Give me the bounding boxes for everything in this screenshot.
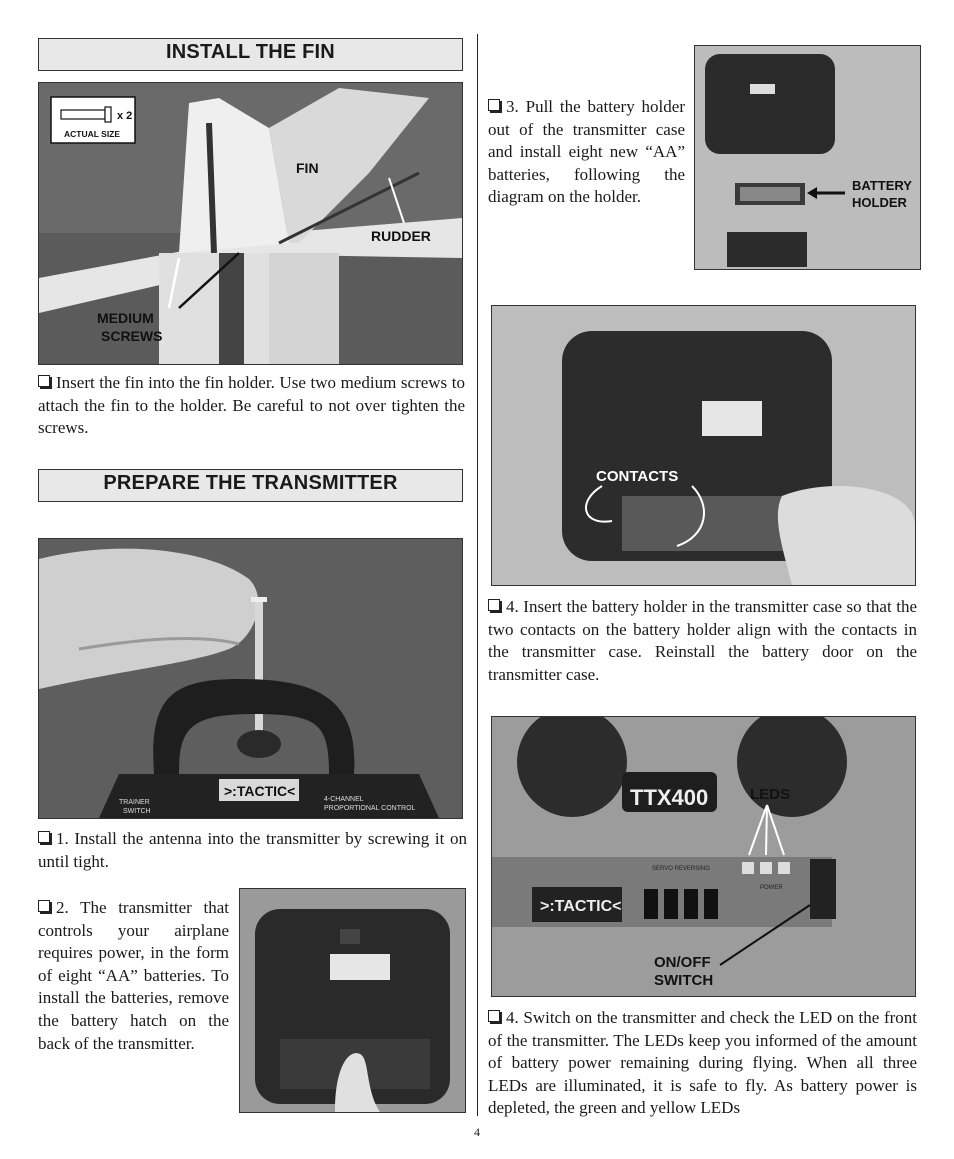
step1-text: 1. Install the antenna into the transmitter by screwing it on until tight. — [38, 829, 467, 871]
front-panel-photo — [491, 716, 916, 997]
step4b-instructions — [488, 1007, 917, 1120]
checkbox-icon[interactable] — [38, 375, 50, 387]
servo-reversing-label: SERVO REVERSING — [652, 866, 710, 872]
model-label: TTX400 — [630, 785, 709, 810]
switch-label-2: SWITCH — [654, 972, 714, 989]
antenna-photo — [38, 538, 463, 819]
checkbox-icon[interactable] — [488, 99, 500, 111]
column-divider — [477, 34, 478, 1116]
leds-label: LEDS — [750, 786, 791, 803]
fin-step-text: Insert the fin into the fin holder. Use two medium screws to attach the fin to the holder. Be careful to not over tighten the screws. — [38, 373, 465, 438]
channel-label-2: PROPORTIONAL CONTROL — [324, 805, 416, 812]
step2-text: 2. The transmitter that controls your airplane requires power, in the form of eight “AA” batteries. To install the batteries, remove the battery hatch on the back of the transmitter. — [38, 898, 229, 1053]
step3-instructions — [488, 96, 685, 209]
step1-instructions — [38, 828, 467, 873]
checkbox-icon[interactable] — [488, 599, 500, 611]
step3-text: 3. Pull the battery holder out of the transmitter case and install eight new “AA” batteries, following the diagram on the holder. — [488, 97, 685, 207]
trainer-label-1: TRAINER — [119, 799, 150, 806]
step4a-instructions — [488, 596, 917, 686]
step4b-text: 4. Switch on the transmitter and check the LED on the front of the transmitter. The LEDs keep you informed of the amount of battery power remaining during flying. When all three LEDs are illuminated, it is safe to fly. As battery power is depleted, the green and yellow LEDs — [488, 1008, 917, 1118]
battery-label-2: HOLDER — [852, 195, 907, 210]
checkbox-icon[interactable] — [38, 900, 50, 912]
rudder-label: RUDDER — [371, 228, 431, 244]
checkbox-icon[interactable] — [38, 831, 50, 843]
page-number: 4 — [474, 1125, 480, 1139]
checkbox-icon[interactable] — [488, 1010, 500, 1022]
screw-caption: ACTUAL SIZE — [64, 129, 121, 139]
heading-install-fin: INSTALL THE FIN — [38, 38, 463, 71]
fin-photo — [38, 82, 463, 365]
step4a-text: 4. Insert the battery holder in the transmitter case so that the two contacts on the battery holder align with the contacts in the transmitter case. Reinstall the battery door on the transmitter case. — [488, 597, 917, 684]
fin-instructions — [38, 372, 465, 440]
channel-label-1: 4-CHANNEL — [324, 796, 364, 803]
battery-holder-photo — [694, 45, 921, 270]
screws-label-1: MEDIUM — [97, 310, 154, 326]
contacts-label: CONTACTS — [596, 468, 679, 485]
battery-hatch-photo — [239, 888, 466, 1113]
contacts-photo — [491, 305, 916, 586]
battery-label-1: BATTERY — [852, 178, 912, 193]
screws-label-2: SCREWS — [101, 328, 163, 344]
trainer-label-2: SWITCH — [123, 808, 151, 815]
step2-instructions — [38, 897, 229, 1055]
screw-count: x 2 — [117, 110, 133, 122]
power-label: POWER — [760, 885, 783, 891]
heading-prepare-transmitter: PREPARE THE TRANSMITTER — [38, 469, 463, 502]
antenna-brand: >:TACTIC< — [224, 783, 296, 799]
switch-label-1: ON/OFF — [654, 954, 711, 971]
panel-brand: >:TACTIC< — [540, 898, 622, 915]
fin-label: FIN — [296, 160, 319, 176]
